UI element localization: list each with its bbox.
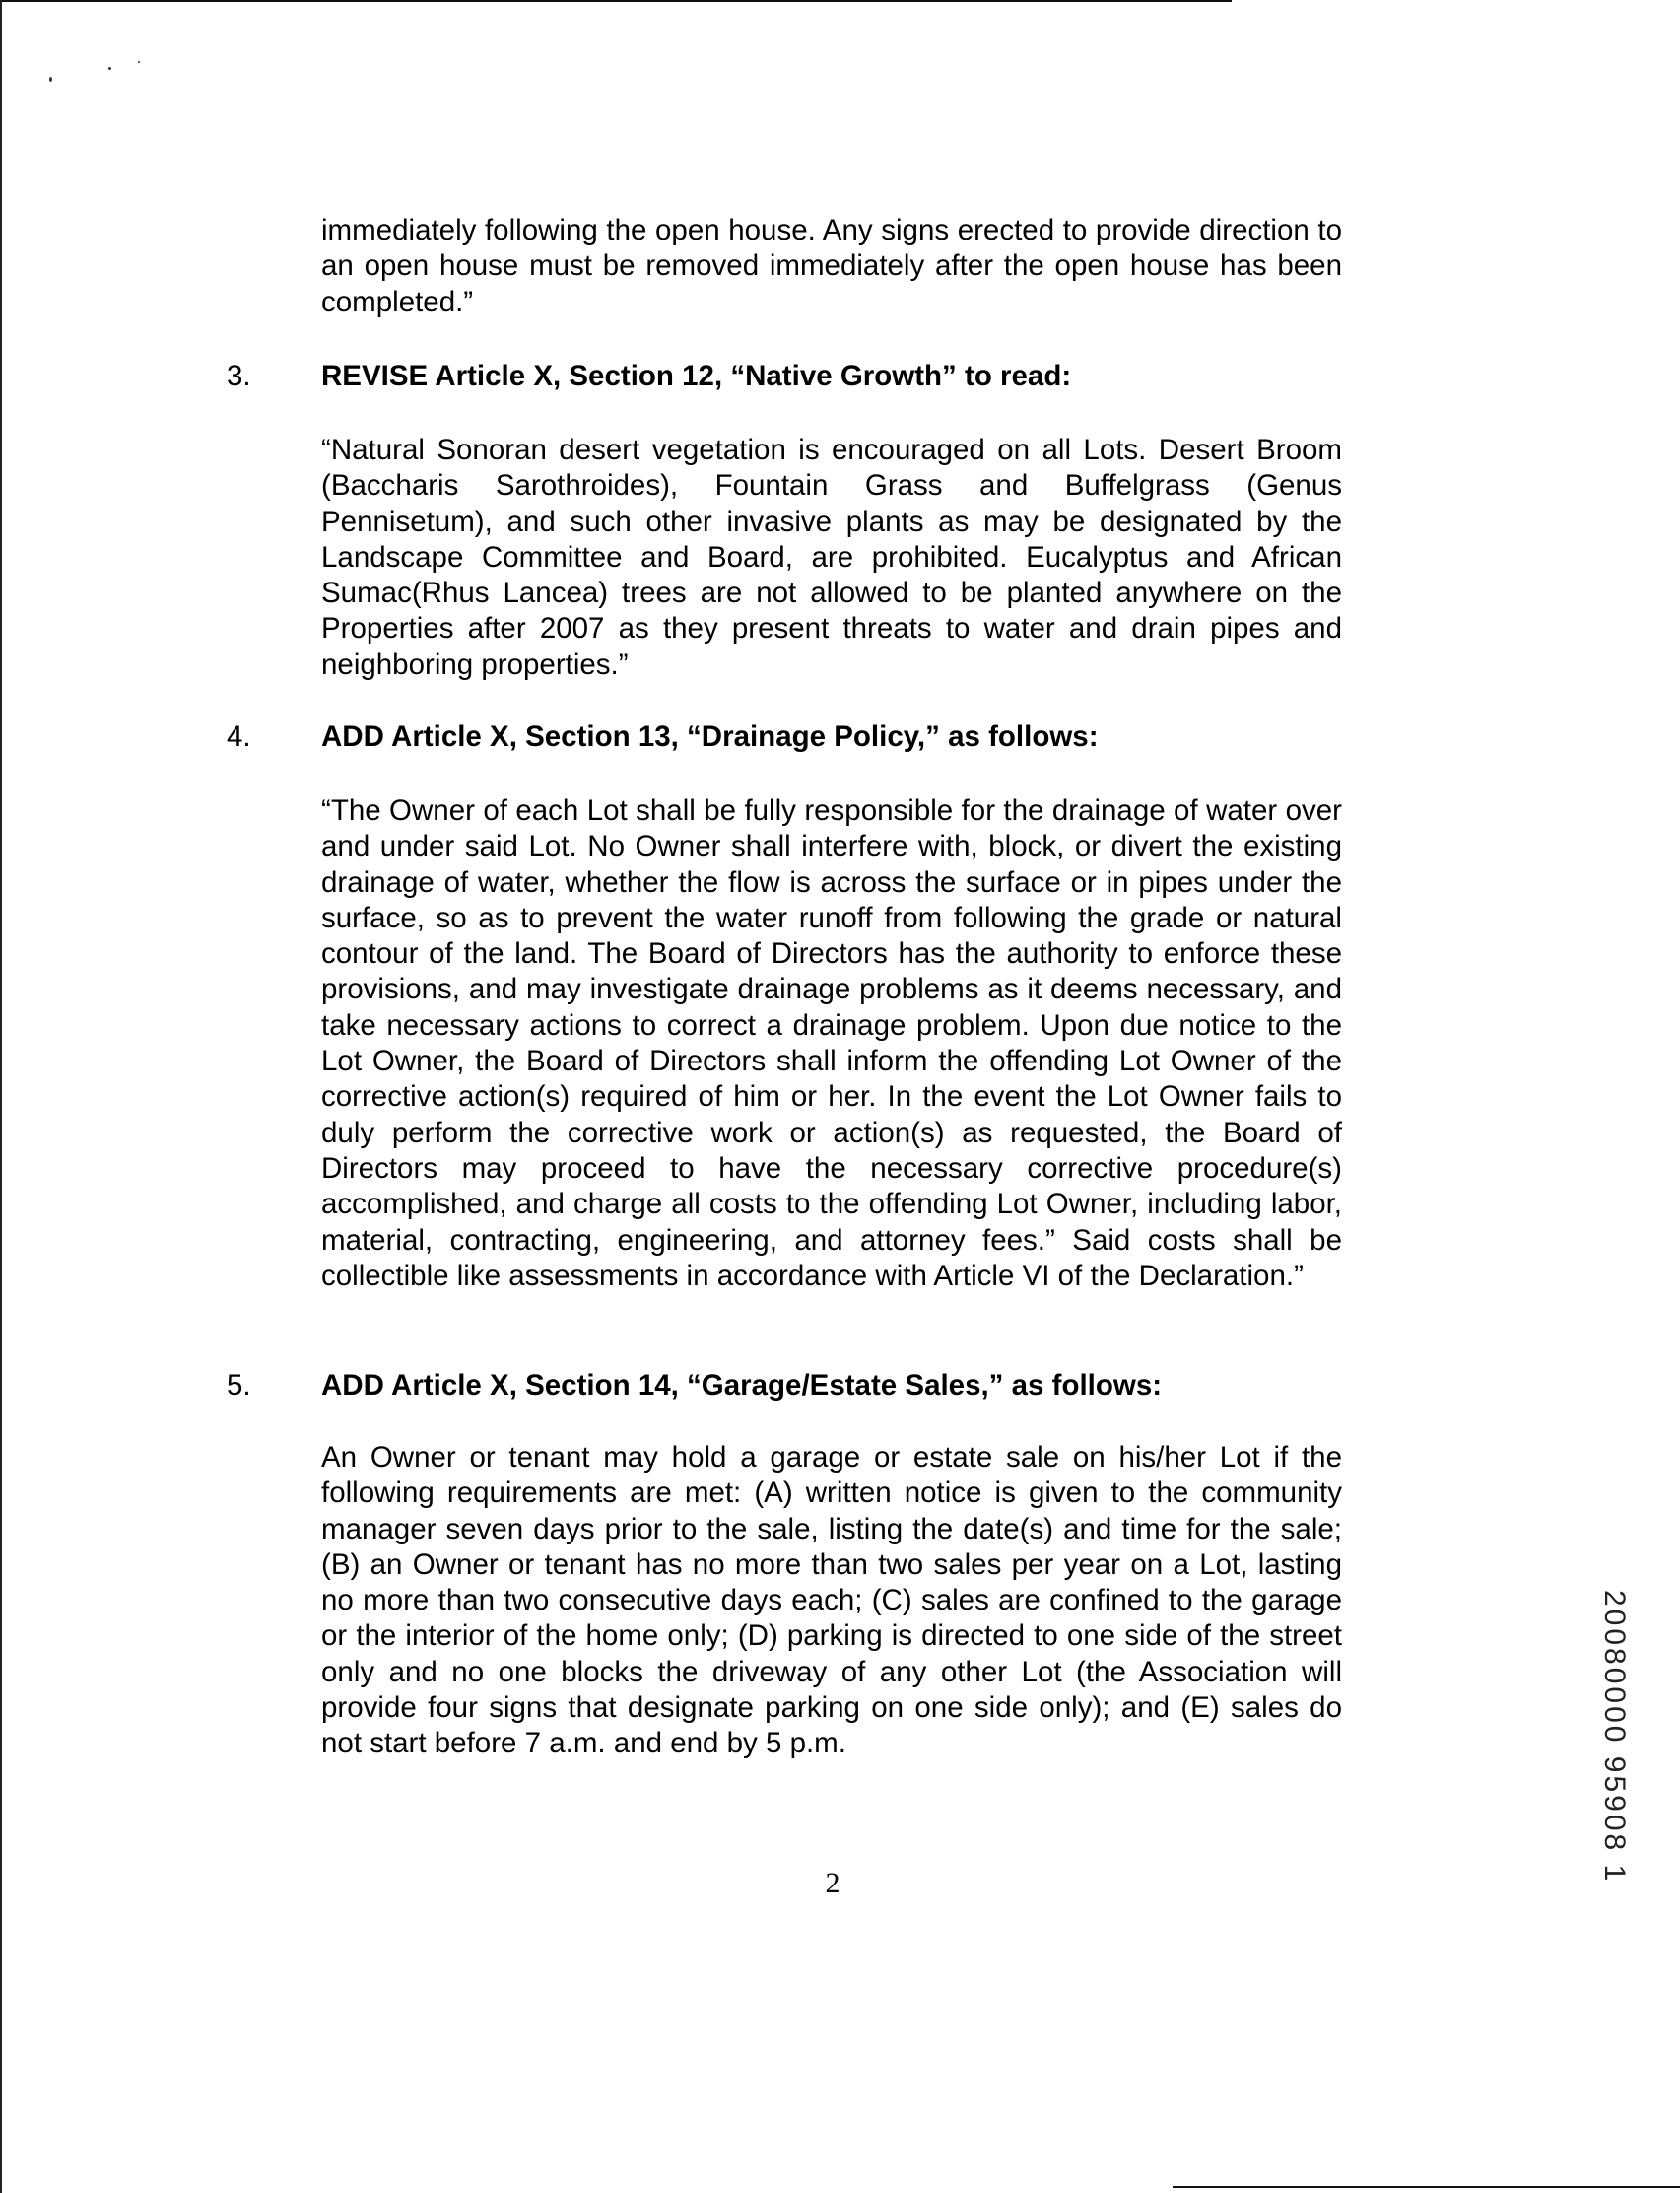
scan-speck — [108, 67, 111, 70]
side-document-stamp: 20080000 95908 1 — [1598, 1590, 1631, 1885]
section-5-text: An Owner or tenant may hold a garage or estate sale on his/her Lot if the following requirements are met: (A) written notice is given to the community manager seven days prior to the sale, listing the date(s) and time for the sale; (B) an Owner or tenant has no more than two sales per year on a Lot, lasting no more than two consecutive days each; (C) sales are confined to the garage or the interior of the home only; (D) parking is directed to one side of the street only and no one blocks the driveway of any other Lot (the Association will provide four signs that designate parking on one side only); and (E) sales do not start before 7 a.m. and end by 5 p.m. — [321, 1441, 1342, 1760]
section-4-text: “The Owner of each Lot shall be fully responsible for the drainage of water over and under said Lot. No Owner shall interfere with, block, or divert the existing drainage of water, whether the flow is across the surface or in pipes under the surface, so as to prevent the water runoff from following the grade or natural contour of the land. The Board of Directors has the authority to enforce these provisions, and may investigate drainage problems as it deems necessary, and take necessary actions to correct a drainage problem. Upon due notice to the Lot Owner, the Board of Directors shall inform the offending Lot Owner of the corrective action(s) required of him or her. In the event the Lot Owner fails to duly perform the corrective work or action(s) as requested, the Board of Directors may proceed to have the necessary corrective procedure(s) accomplished, and charge all costs to the offending Lot Owner, including labor, material, contracting, engineering, and attorney fees.” Said costs shall be collectible like assessments in accordance with Article VI of the Declaration.” — [321, 794, 1342, 1292]
section-3-number: 3. — [227, 360, 251, 392]
section-4-body — [321, 793, 1342, 1294]
scan-border-top — [0, 0, 1232, 2]
section-3-heading: REVISE Article X, Section 12, “Native Growth” to read: — [321, 360, 1072, 392]
scan-border-bottom — [1173, 2186, 1680, 2188]
scan-speck — [138, 61, 140, 63]
section-3-body — [321, 433, 1342, 683]
section-4-heading: ADD Article X, Section 13, “Drainage Policy,” as follows: — [321, 720, 1099, 753]
page-number: 2 — [825, 1867, 840, 1899]
section-5-number: 5. — [227, 1369, 251, 1402]
scan-border-left — [0, 0, 2, 2193]
section-4-number: 4. — [227, 720, 251, 753]
section-3-text: “Natural Sonoran desert vegetation is encouraged on all Lots. Desert Broom (Baccharis Sarothroides), Fountain Grass and Buffelgrass (Genus Pennisetum), and such other invasive plants as may be designated by the Landscape Committee and Board, are prohibited. Eucalyptus and African Sumac(Rhus Lancea) trees are not allowed to be planted anywhere on the Properties after 2007 as they present threats to water and drain pipes and neighboring properties.” — [321, 434, 1342, 681]
scan-speck — [49, 77, 52, 82]
section-5-heading: ADD Article X, Section 14, “Garage/Estate Sales,” as follows: — [321, 1369, 1163, 1402]
intro-paragraph — [321, 213, 1342, 320]
intro-text: immediately following the open house. Any signs erected to provide direction to an open house must be removed immediately after the open house has been completed.” — [321, 214, 1342, 318]
section-5-body — [321, 1440, 1342, 1762]
